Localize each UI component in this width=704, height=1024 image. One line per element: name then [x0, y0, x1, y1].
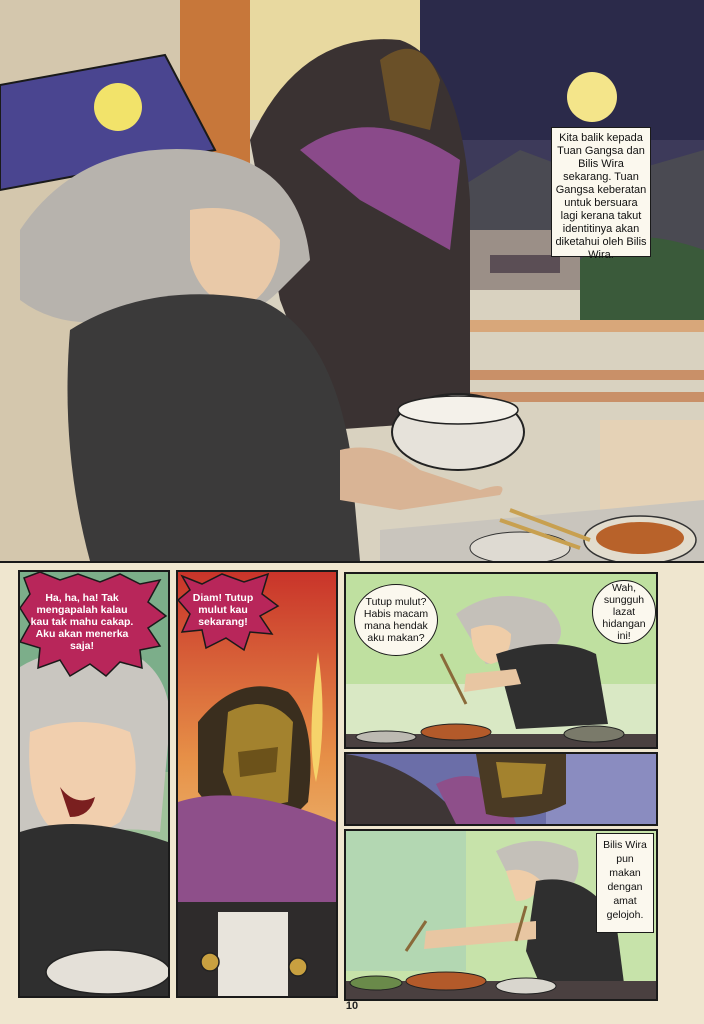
- speech-balloon-right: Wah, sungguh lazat hidangan ini!: [592, 580, 656, 644]
- panel-right-middle-artwork: [346, 754, 656, 824]
- page-number: 10: [345, 1000, 359, 1012]
- panel-left: [18, 570, 170, 998]
- shout-text: Diam! Tutup mulut kau sekarang!: [192, 592, 254, 628]
- narration-box: Kita balik kepada Tuan Gangsa dan Bilis Wira sekarang. Tuan Gangsa keberatan untuk bersuara lagi kerana takut identitinya akan diketahui oleh Bilis Wira.: [551, 127, 651, 257]
- speech-balloon-left: Tutup mulut? Habis macam mana hendak aku makan?: [354, 584, 438, 656]
- panel-right-middle: [344, 752, 658, 826]
- panel-right-bottom: [344, 829, 658, 1001]
- shout-bubble: [190, 580, 256, 640]
- shout-bubble: [26, 582, 138, 662]
- shout-text: Ha, ha, ha! Tak mengapalah kalau kau tak mahu cakap. Aku akan menerka saja!: [30, 592, 134, 652]
- narration-box: Bilis Wira pun makan dengan amat gelojoh.: [596, 833, 654, 933]
- panel-right-top: [344, 572, 658, 749]
- moon-icon: [567, 72, 617, 122]
- panel-middle: [176, 570, 338, 998]
- inset-moon-icon: [94, 83, 142, 131]
